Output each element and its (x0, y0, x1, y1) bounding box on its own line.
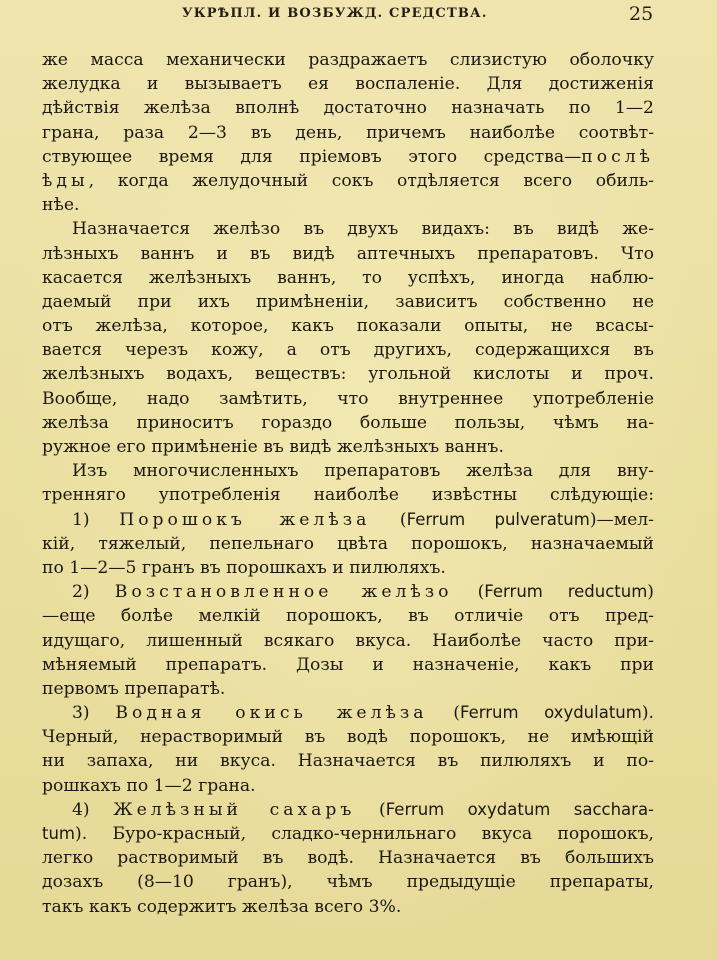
text-line (42, 870, 654, 894)
text-segment: желудка и вызываетъ ея воспаленіе. Для достиженія (42, 74, 654, 95)
text-segment: ( (355, 799, 386, 820)
text-segment: даемый при ихъ примѣненіи, зависитъ собственно не (42, 291, 654, 312)
text-line (42, 72, 654, 96)
text-line (42, 508, 654, 532)
text-segment: вается черезъ кожу, а отъ другихъ, содержащихся въ (42, 340, 654, 361)
text-segment: легко растворимый въ водѣ. Назначается въ большихъ (42, 848, 654, 869)
emphasized-term: Возстановленное желѣзо (114, 582, 453, 603)
text-line (42, 362, 654, 386)
text-line (42, 387, 654, 411)
body-text (42, 48, 654, 919)
emphasized-term: Порошокъ желѣза (119, 509, 371, 530)
text-segment: ). (641, 703, 655, 724)
text-segment: ) (647, 582, 654, 603)
text-segment: нѣе. (42, 195, 80, 216)
text-line (42, 193, 654, 217)
emphasized-term: Водная окись желѣза (115, 703, 428, 724)
text-segment: дозахъ (8—10 гранъ), чѣмъ предыдущіе препараты, (42, 872, 654, 893)
text-segment: дѣйствія желѣза вполнѣ достаточно назначать по 1—2 (42, 98, 654, 119)
text-segment: 2) (72, 582, 115, 603)
text-segment: же масса механически раздражаетъ слизистую оболочку (42, 50, 654, 70)
text-segment: ствующее время для пріемовъ этого средства— (42, 146, 582, 167)
text-segment: 1) (72, 509, 120, 530)
text-line (42, 338, 654, 362)
text-line (42, 701, 654, 725)
running-head: УКРѢПЛ. И ВОЗБУЖД. СРЕДСТВА. (182, 6, 488, 21)
text-segment: 3) (72, 703, 116, 724)
text-line (42, 677, 654, 701)
text-segment: )—мел- (589, 509, 654, 530)
text-line (42, 242, 654, 266)
text-segment: Вообще, надо замѣтить, что внутреннее употребленіе (42, 388, 654, 409)
text-segment: Черный, нерастворимый въ водѣ порошокъ, не имѣющій (42, 727, 654, 748)
text-segment: ( (370, 509, 407, 530)
text-segment: касается желѣзныхъ ваннъ, то успѣхъ, иногда наблю- (42, 267, 654, 288)
text-segment: ( (427, 703, 460, 724)
text-segment: ни запаха, ни вкуса. Назначается въ пилюляхъ и по- (42, 751, 654, 772)
text-segment: рошкахъ по 1—2 грана. (42, 775, 256, 796)
text-line (42, 169, 654, 193)
text-segment: Назначается желѣзо въ двухъ видахъ: въ видѣ же- (72, 219, 654, 240)
text-segment: ружное его примѣненіе въ видѣ желѣзныхъ ваннъ. (42, 437, 504, 457)
text-segment: лѣзныхъ ваннъ и въ видѣ аптечныхъ препаратовъ. Что (42, 243, 654, 264)
text-segment: по 1—2—5 гранъ въ порошкахъ и пилюляхъ. (42, 557, 446, 578)
text-segment: кій, тяжелый, пепельнаго цвѣта порошокъ, назначаемый (42, 533, 654, 554)
text-segment: , когда желудочный сокъ отдѣляется всего обиль- (88, 170, 654, 191)
text-line (42, 483, 654, 507)
text-segment: желѣзныхъ водахъ, веществъ: угольной кислоты и проч. (42, 364, 654, 385)
text-line (42, 749, 654, 773)
text-line (42, 266, 654, 290)
text-line (42, 217, 654, 241)
text-line (42, 604, 654, 628)
text-line (42, 895, 654, 919)
text-line (42, 314, 654, 338)
text-line (42, 290, 654, 314)
text-line (42, 121, 654, 145)
text-segment: —еще болѣе мелкій порошокъ, въ отличіе отъ пред- (42, 606, 654, 627)
text-line (42, 822, 654, 846)
text-line (42, 48, 654, 72)
latin-term: Ferrum reductum (484, 582, 648, 602)
text-segment: 4) (72, 799, 114, 820)
text-line (42, 580, 654, 604)
latin-term: Ferrum oxydulatum (459, 703, 642, 723)
latin-term: Ferrum pulveratum (406, 509, 590, 529)
text-segment: Изъ многочисленныхъ препаратовъ желѣза для вну- (72, 461, 654, 482)
text-segment: мѣняемый препаратъ. Дозы и назначеніе, какъ при (42, 654, 654, 675)
latin-term: tum (42, 824, 75, 843)
text-segment: грана, раза 2—3 въ день, причемъ наиболѣе соотвѣт- (42, 122, 654, 143)
text-line (42, 846, 654, 870)
emphasized-term: ѣды (42, 170, 89, 191)
text-segment: отъ желѣза, которое, какъ показали опыты, не всасы- (42, 316, 654, 337)
text-segment: ( (452, 582, 485, 603)
text-segment: желѣза приноситъ гораздо больше пользы, чѣмъ на- (42, 412, 654, 433)
text-line (42, 96, 654, 120)
text-segment: ). Буро-красный, сладко-чернильнаго вкуса порошокъ, (75, 824, 654, 844)
text-line (42, 774, 654, 798)
emphasized-term: послѣ (581, 146, 654, 167)
text-line (42, 725, 654, 749)
text-line (42, 411, 654, 435)
text-segment: такъ какъ содержитъ желѣза всего 3%. (42, 896, 402, 917)
page-number: 25 (629, 3, 654, 25)
text-segment: первомъ препаратѣ. (42, 678, 226, 699)
text-line (42, 145, 654, 169)
latin-term: Ferrum oxydatum sacchara- (385, 799, 655, 819)
text-line (42, 435, 654, 459)
emphasized-term: Желѣзный сахаръ (113, 799, 356, 820)
text-segment: идущаго, лишенный всякаго вкуса. Наиболѣе часто при- (42, 630, 654, 651)
text-line (42, 629, 654, 653)
text-line (42, 653, 654, 677)
text-line (42, 556, 654, 580)
text-line (42, 459, 654, 483)
text-line (42, 532, 654, 556)
text-line (42, 798, 654, 822)
text-segment: тренняго употребленія наиболѣе извѣстны слѣдующіе: (42, 485, 654, 506)
